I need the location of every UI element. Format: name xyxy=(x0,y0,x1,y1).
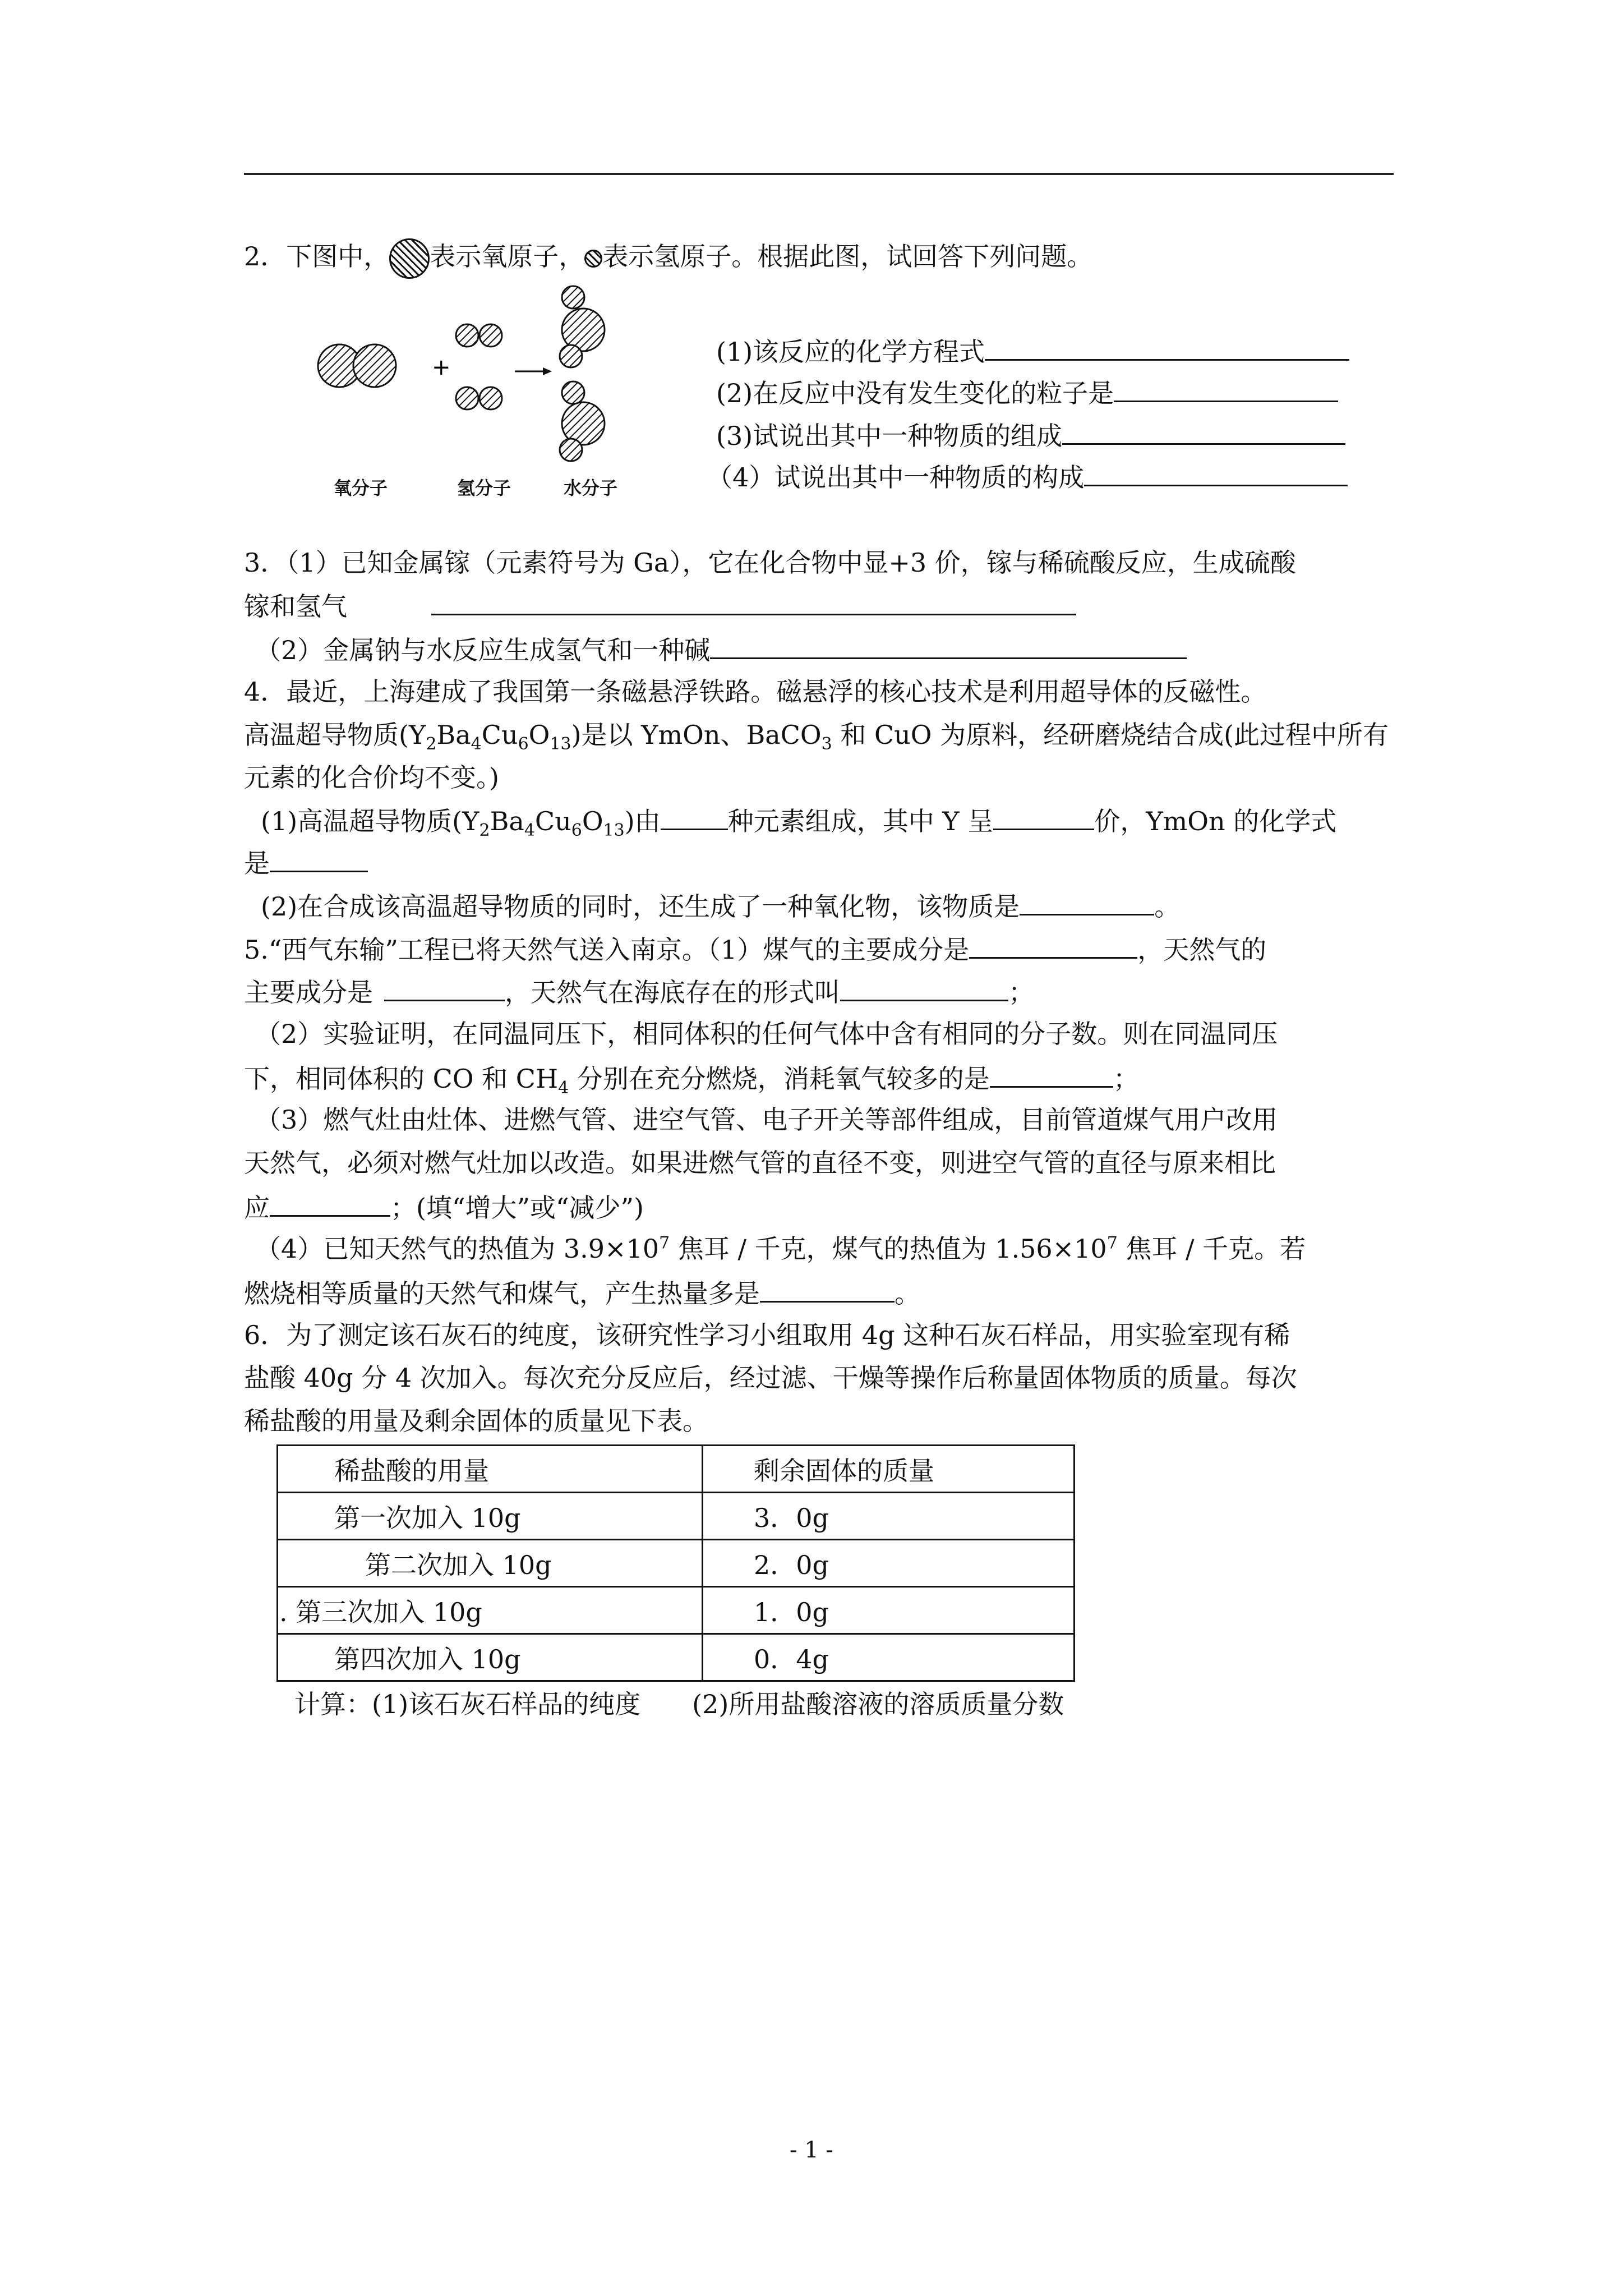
o2-atom-right xyxy=(353,344,396,387)
q5-line3: （2）实验证明，在同温同压下，相同体积的任何气体中含有相同的分子数。则在同温同压 xyxy=(255,1019,1278,1049)
q6-line2: 盐酸 40g 分 4 次加入。每次充分反应后，经过滤、干燥等操作后称量固体物质的质量。每次 xyxy=(244,1363,1297,1393)
answer-blank[interactable] xyxy=(990,1061,1113,1088)
q6-calc: 计算：(1)该石灰石样品的纯度 (2)所用盐酸溶液的溶质质量分数 xyxy=(294,1689,1064,1719)
q5-line9: 燃烧相等质量的天然气和煤气，产生热量多是 。 xyxy=(244,1276,920,1309)
q6-line3: 稀盐酸的用量及剩余固体的质量见下表。 xyxy=(244,1406,708,1436)
q2-sub4: （4）试说出其中一种物质的构成 xyxy=(707,460,1348,493)
h2o-hydrogen-atom xyxy=(562,286,584,309)
answer-blank[interactable] xyxy=(760,1276,895,1303)
table-cell: 1．0g xyxy=(703,1587,1075,1634)
table-row xyxy=(278,1634,1075,1681)
answer-blank[interactable] xyxy=(985,334,1349,361)
q5-line1: 5.“西气东输”工程已将天然气送入南京。（1）煤气的主要成分是 ，天然气的 xyxy=(244,932,1266,965)
q3-line1: 3．（1）已知金属镓（元素符号为 Ga），它在化合物中显+3 价，镓与稀硫酸反应，生成硫酸 xyxy=(244,547,1296,578)
answer-blank[interactable] xyxy=(1084,460,1348,486)
page-number: - 1 - xyxy=(790,2137,833,2163)
hydrogen-atom-icon xyxy=(584,250,602,268)
table-row xyxy=(278,1587,1075,1634)
q4-line4: (1)高温超导物质$(Y_2Ba_4Cu_6O_{13})$由 种元素组成，其中 Y 呈 价，YmOn 的化学式 xyxy=(261,804,1336,837)
table-row xyxy=(278,1540,1075,1587)
table-cell: 0．4g xyxy=(703,1634,1075,1681)
table-header-row xyxy=(278,1446,1075,1493)
q4-line3: 元素的化合价均不变。) xyxy=(244,762,499,793)
table-cell: 2．0g xyxy=(703,1540,1075,1587)
table-cell: . 第三次加入 10g xyxy=(278,1587,703,1634)
answer-blank[interactable] xyxy=(384,975,505,1001)
q3-line3: （2）金属钠与水反应生成氢气和一种碱 xyxy=(255,633,1187,666)
q5-line8: （4）已知天然气的热值为 $3.9\times 10^7$ 焦耳 / 千克，煤气的热值为 $1.56\times 10^7$ 焦耳 / 千克。若 xyxy=(255,1233,1306,1264)
q5-line5: （3）燃气灶由灶体、进燃气管、进空气管、电子开关等部件组成，目前管道煤气用户改用 xyxy=(255,1105,1278,1135)
answer-blank[interactable] xyxy=(1062,418,1345,445)
q5-line2: 主要成分是 ，天然气在海底存在的形式叫 ； xyxy=(244,975,1034,1008)
q3-line2: 镓和氢气 xyxy=(244,589,1076,622)
answer-blank[interactable] xyxy=(661,804,728,830)
answer-blank[interactable] xyxy=(710,633,1187,659)
answer-blank[interactable] xyxy=(270,846,368,872)
q5-line7: 应 ；(填“增大”或“减少”) xyxy=(244,1190,644,1223)
answer-blank[interactable] xyxy=(1020,889,1154,915)
h2-atom xyxy=(479,387,502,409)
plus-sign: + xyxy=(432,355,451,380)
table-cell: 3．0g xyxy=(703,1493,1075,1540)
q6-line1: 6．为了测定该石灰石的纯度，该研究性学习小组取用 4g 这种石灰石样品，用实验室现有稀 xyxy=(244,1320,1290,1350)
q4-line1: 4．最近，上海建成了我国第一条磁悬浮铁路。磁悬浮的核心技术是利用超导体的反磁性。 xyxy=(244,677,1267,707)
label-hydrogen-molecule: 氢分子 xyxy=(457,477,511,499)
answer-blank[interactable] xyxy=(993,804,1094,830)
oxygen-atom-icon xyxy=(389,238,430,279)
h2-atom xyxy=(456,324,478,347)
table-cell: 第一次加入 10g xyxy=(278,1493,703,1540)
table-row xyxy=(278,1493,1075,1540)
q4-line2: 高温超导物质$(Y_2Ba_4Cu_6O_{13})$是以 YmOn、BaCO$_3$ 和 CuO 为原料，经研磨烧结合成(此过程中所有 xyxy=(244,720,1389,754)
reaction-diagram xyxy=(314,280,662,499)
h2o-hydrogen-atom xyxy=(560,439,582,461)
answer-blank[interactable] xyxy=(270,1190,390,1217)
q2-sub3: (3)试说出其中一种物质的组成 xyxy=(716,418,1345,452)
answer-blank[interactable] xyxy=(1114,376,1338,402)
table-header-cell: 剩余固体的质量 xyxy=(703,1446,1075,1493)
q5-line6: 天然气，必须对燃气灶加以改造。如果进燃气管的直径不变，则进空气管的直径与原来相比 xyxy=(244,1148,1276,1178)
q4-line5: 是 xyxy=(244,846,368,879)
table-cell: 第四次加入 10g xyxy=(278,1634,703,1681)
results-table xyxy=(276,1444,1075,1682)
h2o-hydrogen-atom xyxy=(562,381,584,404)
reaction-diagram-svg xyxy=(314,280,662,499)
q2-sub1: (1)该反应的化学方程式 xyxy=(716,334,1349,367)
arrow-head-icon xyxy=(543,367,552,375)
table-cell: 第二次加入 10g xyxy=(278,1540,703,1587)
answer-blank[interactable] xyxy=(431,589,1076,615)
q5-line4: 下，相同体积的 CO 和 $CH_4$ 分别在充分燃烧，消耗氧气较多的是 ； xyxy=(244,1061,1139,1094)
h2-atom xyxy=(456,387,478,409)
h2-atom xyxy=(479,324,502,347)
label-oxygen-molecule: 氧分子 xyxy=(334,477,388,499)
answer-blank[interactable] xyxy=(840,975,1008,1001)
q4-line6: (2)在合成该高温超导物质的同时，还生成了一种氧化物，该物质是 。 xyxy=(261,889,1180,922)
label-water-molecule: 水分子 xyxy=(564,477,618,499)
q2-sub2: (2)在反应中没有发生变化的粒子是 xyxy=(716,376,1338,409)
answer-blank[interactable] xyxy=(969,932,1137,959)
q2-intro: 2．下图中， 表示氧原子， 表示氢原子。根据此图，试回答下列问题。 xyxy=(244,238,1092,279)
h2o-hydrogen-atom xyxy=(560,345,582,367)
header-rule xyxy=(244,173,1394,175)
table-header-cell: 稀盐酸的用量 xyxy=(278,1446,703,1493)
